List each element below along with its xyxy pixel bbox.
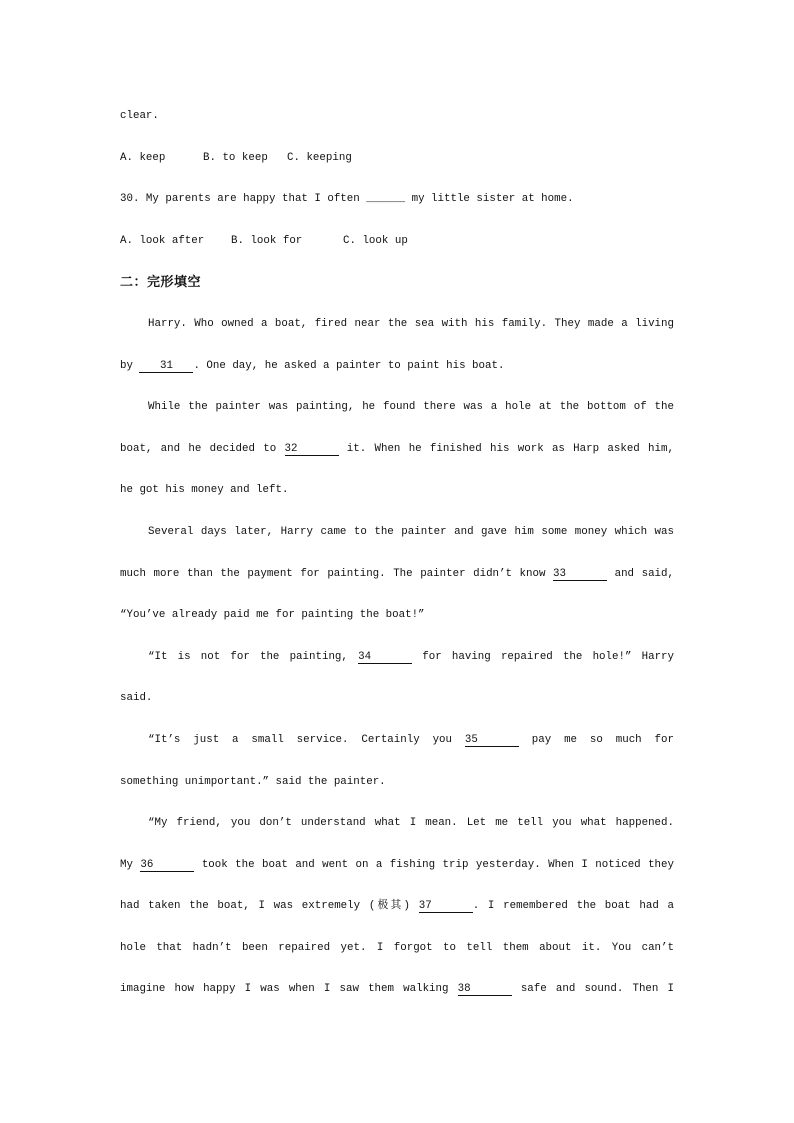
passage-line-9	[120, 637, 674, 679]
passage-line-15-pre: had taken the boat, I was extremely (极其)	[120, 900, 411, 913]
q30-stem-post: my little sister at home.	[411, 193, 574, 206]
passage-line-17-pre: imagine how happy I was when I saw them walking	[120, 983, 449, 996]
passage-line-11-post: pay me so much for	[531, 733, 674, 746]
q30-option-b: B. look for	[231, 234, 303, 247]
blank-38: 38	[458, 983, 512, 996]
q30-option-a: A. look after	[120, 234, 205, 247]
blank-31: 31	[139, 360, 193, 373]
passage-line-3: While the painter was painting, he found there was a hole at the bottom of the	[148, 401, 674, 414]
passage-line-15-post: . I remembered the boat had a	[472, 900, 674, 913]
passage-line-10: said.	[120, 692, 153, 705]
passage-line-5: he got his money and left.	[120, 484, 289, 497]
passage-line-6: Several days later, Harry came to the painter and gave him some money which was	[148, 525, 674, 538]
passage-line-17	[120, 969, 674, 1011]
page-content	[120, 96, 674, 1011]
q29-option-a: A. keep	[120, 151, 166, 164]
passage-line-4-pre: boat, and he decided to	[120, 442, 277, 455]
passage-line-13: “My friend, you don’t understand what I mean. Let me tell you what happened.	[148, 817, 674, 830]
passage-line-9-post: for having repaired the hole!” Harry	[422, 650, 674, 663]
passage-line-8: “You’ve already paid me for painting the boat!”	[120, 609, 425, 622]
passage-line-14	[120, 845, 674, 887]
blank-33: 33	[553, 568, 607, 581]
blank-36: 36	[140, 859, 194, 872]
q30-option-c: C. look up	[343, 234, 408, 247]
passage-line-16: hole that hadn’t been repaired yet. I forgot to tell them about it. You can’t	[120, 941, 674, 954]
passage-line-4-post: it. When he finished his work as Harp asked him,	[346, 442, 674, 455]
passage-line-14-pre: My	[120, 858, 133, 871]
passage-line-4	[120, 429, 674, 471]
passage-line-7	[120, 554, 674, 596]
passage-line-7-pre: much more than the payment for painting. The painter didn’t know	[120, 567, 546, 580]
blank-35: 35	[465, 734, 519, 747]
q29-option-c: C. keeping	[287, 151, 352, 164]
passage-line-1: Harry. Who owned a boat, fired near the sea with his family. They made a living	[148, 317, 674, 330]
passage-line-2	[120, 346, 674, 388]
blank-34: 34	[358, 651, 412, 664]
q30-options	[120, 221, 674, 263]
q29-option-b: B. to keep	[203, 151, 268, 164]
passage-line-11-pre: “It’s just a small service. Certainly you	[148, 733, 453, 746]
passage-line-14-post: took the boat and went on a fishing trip yesterday. When I noticed they	[201, 858, 674, 871]
section-heading: 二：完形填空	[120, 275, 202, 291]
passage-line-17-post: safe and sound. Then I	[520, 983, 674, 996]
passage-line-12: something unimportant.” said the painter.	[120, 775, 386, 788]
blank-37: 37	[419, 900, 473, 913]
q30-stem-pre: 30. My parents are happy that I often	[120, 193, 360, 206]
q29-options	[120, 138, 674, 180]
passage-line-11	[120, 720, 674, 762]
passage-line-2-post: . One day, he asked a painter to paint his boat.	[193, 359, 505, 372]
q29-stem-tail: clear.	[120, 110, 159, 122]
passage-line-9-pre: “It is not for the painting,	[148, 650, 348, 663]
passage-line-15	[120, 886, 674, 928]
passage-line-7-post: and said,	[614, 567, 674, 580]
q30-blank: ______	[366, 193, 406, 206]
blank-32: 32	[285, 443, 339, 456]
q30-stem	[120, 179, 674, 221]
passage-line-2-pre: by	[120, 359, 133, 372]
